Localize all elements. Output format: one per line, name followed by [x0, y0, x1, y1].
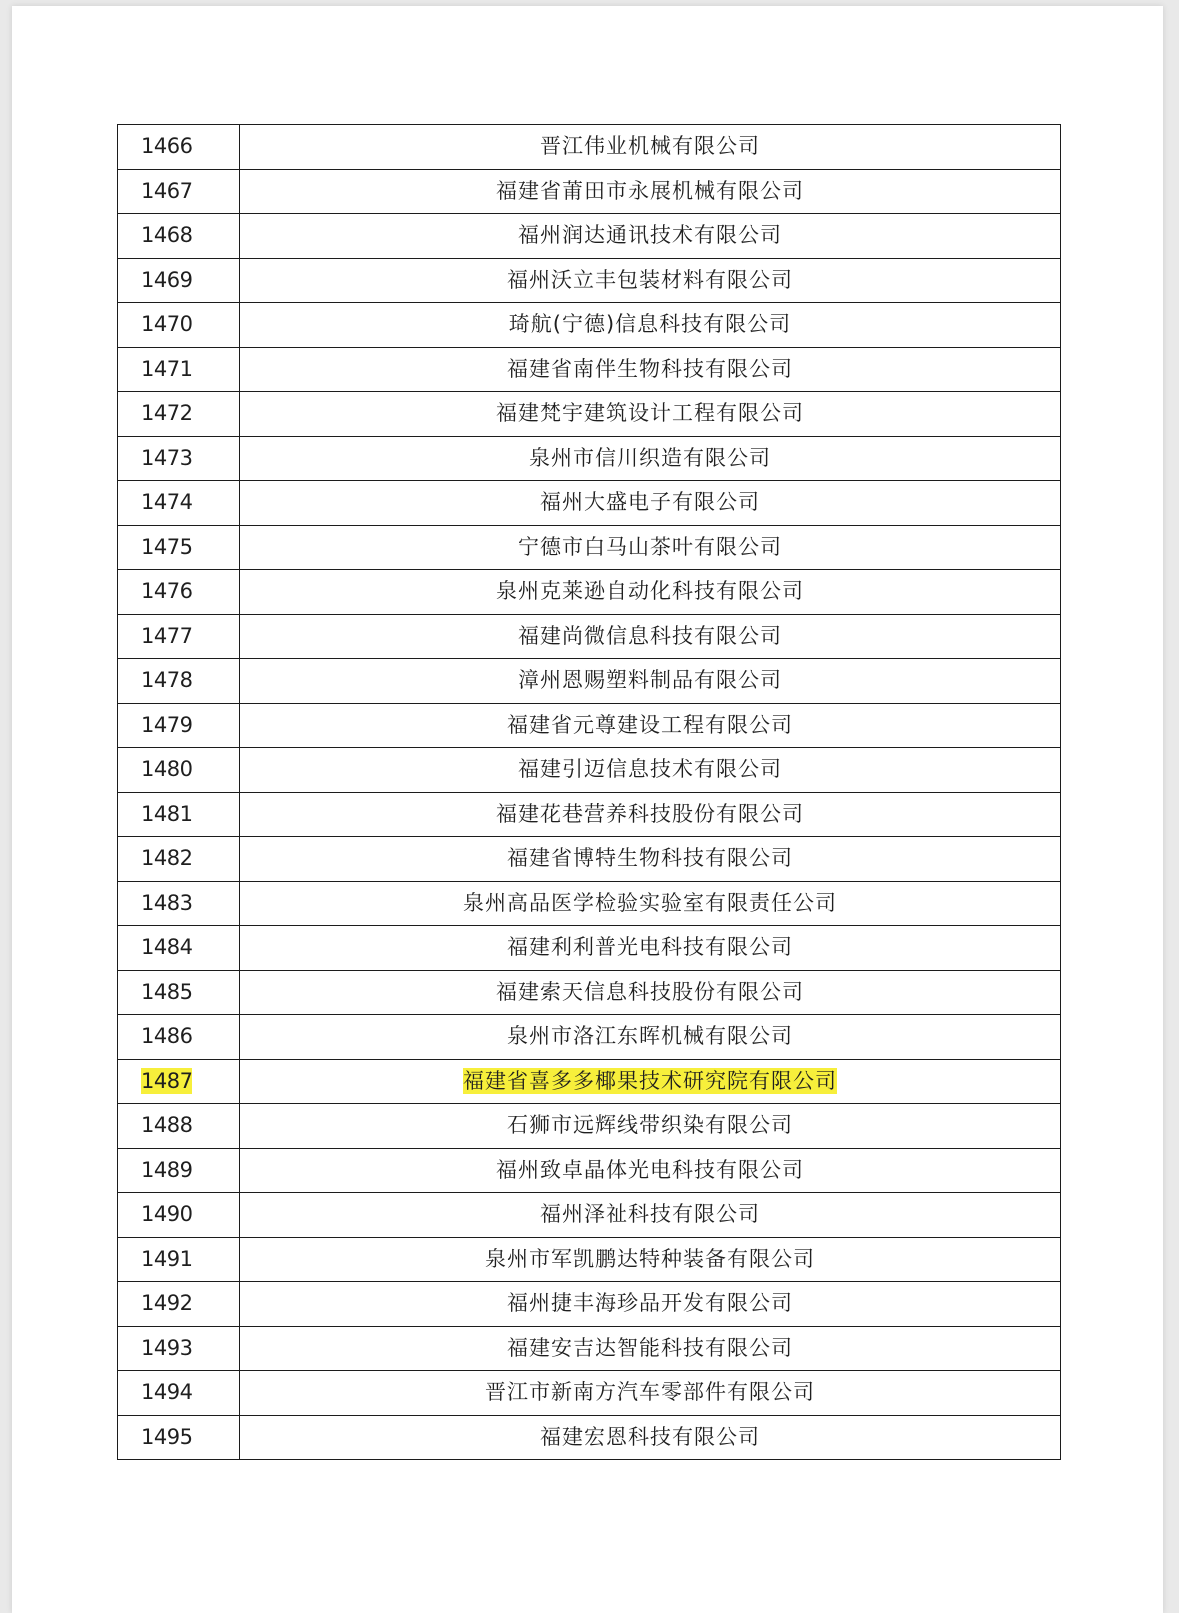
company-name-cell	[240, 792, 1061, 837]
row-number	[118, 1015, 240, 1060]
row-number	[118, 258, 240, 303]
company-name-cell	[240, 481, 1061, 526]
table-row	[118, 347, 1061, 392]
company-name: 福州润达通讯技术有限公司	[518, 223, 782, 248]
company-name-cell	[240, 1326, 1061, 1371]
company-name-cell	[240, 1237, 1061, 1282]
row-number-text: 1477	[141, 623, 193, 648]
table-row	[118, 125, 1061, 170]
table-row	[118, 303, 1061, 348]
company-name-cell	[240, 1148, 1061, 1193]
company-name: 福州泽祉科技有限公司	[540, 1202, 760, 1227]
row-number-text: 1486	[141, 1024, 193, 1049]
row-number-text: 1488	[141, 1113, 193, 1138]
company-name: 福建省博特生物科技有限公司	[507, 846, 793, 871]
table-row	[118, 1371, 1061, 1416]
document-page	[12, 6, 1163, 1613]
row-number	[118, 436, 240, 481]
company-name-cell	[240, 392, 1061, 437]
company-name-cell	[240, 703, 1061, 748]
row-number	[118, 837, 240, 882]
company-name: 福建宏恩科技有限公司	[540, 1424, 760, 1449]
row-number-text: 1482	[141, 846, 193, 871]
company-name: 福建花巷营养科技股份有限公司	[496, 801, 804, 826]
company-name-cell	[240, 436, 1061, 481]
table-row	[118, 1193, 1061, 1238]
company-name: 福州捷丰海珍品开发有限公司	[507, 1291, 793, 1316]
row-number	[118, 303, 240, 348]
row-number	[118, 570, 240, 615]
row-number-text: 1495	[141, 1424, 193, 1449]
row-number	[118, 792, 240, 837]
company-name-cell	[240, 169, 1061, 214]
row-number-text: 1466	[141, 134, 193, 159]
row-number-text: 1490	[141, 1202, 193, 1227]
table-row	[118, 881, 1061, 926]
table-row	[118, 1282, 1061, 1327]
row-number	[118, 970, 240, 1015]
table-row	[118, 659, 1061, 704]
table-row	[118, 436, 1061, 481]
row-number	[118, 1326, 240, 1371]
table-row	[118, 1104, 1061, 1149]
row-number	[118, 703, 240, 748]
row-number	[118, 481, 240, 526]
row-number	[118, 614, 240, 659]
row-number-text: 1492	[141, 1291, 193, 1316]
table-row	[118, 792, 1061, 837]
row-number-text: 1489	[141, 1157, 193, 1182]
company-name-cell	[240, 881, 1061, 926]
row-number-text: 1493	[141, 1335, 193, 1360]
company-name-cell	[240, 1371, 1061, 1416]
row-number	[118, 881, 240, 926]
company-name: 琦航(宁德)信息科技有限公司	[508, 312, 792, 337]
row-number-text: 1479	[141, 712, 193, 737]
row-number	[118, 748, 240, 793]
company-name-cell	[240, 1059, 1061, 1104]
row-number	[118, 926, 240, 971]
company-name: 福建安吉达智能科技有限公司	[507, 1335, 793, 1360]
table-row	[118, 926, 1061, 971]
company-name: 福州沃立丰包装材料有限公司	[507, 267, 793, 292]
row-number	[118, 125, 240, 170]
table-row	[118, 1415, 1061, 1460]
table-row	[118, 1148, 1061, 1193]
row-number	[118, 1148, 240, 1193]
table-row	[118, 703, 1061, 748]
company-name-cell	[240, 837, 1061, 882]
company-name: 泉州市洛江东晖机械有限公司	[507, 1024, 793, 1049]
company-name: 晋江伟业机械有限公司	[540, 134, 760, 159]
table-row	[118, 1059, 1061, 1104]
table-row	[118, 1237, 1061, 1282]
row-number-text: 1478	[141, 668, 193, 693]
row-number-text: 1473	[141, 445, 193, 470]
company-name-cell	[240, 1193, 1061, 1238]
table-row	[118, 481, 1061, 526]
company-name: 宁德市白马山茶叶有限公司	[518, 534, 782, 559]
company-name-cell	[240, 570, 1061, 615]
row-number	[118, 1237, 240, 1282]
row-number	[118, 1415, 240, 1460]
table-row	[118, 837, 1061, 882]
company-name: 福建梵宇建筑设计工程有限公司	[496, 401, 804, 426]
row-number-text: 1469	[141, 267, 193, 292]
company-name-cell	[240, 214, 1061, 259]
row-number-text: 1471	[141, 356, 193, 381]
row-number	[118, 169, 240, 214]
row-number-text: 1470	[141, 312, 193, 337]
table-row	[118, 570, 1061, 615]
row-number-text: 1491	[141, 1246, 193, 1271]
company-name-cell	[240, 1282, 1061, 1327]
company-name-cell	[240, 1415, 1061, 1460]
company-name: 福建尚微信息科技有限公司	[518, 623, 782, 648]
company-name-cell	[240, 303, 1061, 348]
row-number	[118, 659, 240, 704]
row-number-text: 1472	[141, 401, 193, 426]
row-number-text: 1494	[141, 1380, 193, 1405]
company-name: 福建省莆田市永展机械有限公司	[496, 178, 804, 203]
table-row	[118, 1326, 1061, 1371]
row-number	[118, 525, 240, 570]
company-name: 福州致卓晶体光电科技有限公司	[496, 1157, 804, 1182]
row-number	[118, 1193, 240, 1238]
row-number-text: 1480	[141, 757, 193, 782]
table-row	[118, 214, 1061, 259]
row-number-text: 1481	[141, 801, 193, 826]
company-name-cell	[240, 926, 1061, 971]
company-name: 晋江市新南方汽车零部件有限公司	[485, 1380, 815, 1405]
row-number-text: 1483	[141, 890, 193, 915]
company-name: 泉州高品医学检验实验室有限责任公司	[463, 890, 837, 915]
company-name-cell	[240, 614, 1061, 659]
row-number	[118, 1059, 240, 1104]
row-number-text: 1468	[141, 223, 193, 248]
company-name-cell	[240, 1104, 1061, 1149]
row-number-text: 1474	[141, 490, 193, 515]
row-number-text: 1476	[141, 579, 193, 604]
row-number	[118, 214, 240, 259]
table-row	[118, 1015, 1061, 1060]
company-name: 泉州市军凯鹏达特种装备有限公司	[485, 1246, 815, 1271]
company-name: 福建省元尊建设工程有限公司	[507, 712, 793, 737]
company-name: 福州大盛电子有限公司	[540, 490, 760, 515]
table-row	[118, 525, 1061, 570]
row-number-text: 1475	[141, 534, 193, 559]
company-name: 石狮市远辉线带织染有限公司	[507, 1113, 793, 1138]
table-row	[118, 258, 1061, 303]
company-name-cell	[240, 748, 1061, 793]
company-list-table	[117, 124, 1061, 1460]
company-name: 福建利利普光电科技有限公司	[507, 935, 793, 960]
company-name-cell	[240, 1015, 1061, 1060]
company-name-cell	[240, 258, 1061, 303]
row-number-text: 1485	[141, 979, 193, 1004]
table-body	[118, 125, 1061, 1460]
row-number-text: 1484	[141, 935, 193, 960]
table-row	[118, 392, 1061, 437]
company-name: 泉州克莱逊自动化科技有限公司	[496, 579, 804, 604]
row-number	[118, 1371, 240, 1416]
row-number	[118, 1282, 240, 1327]
company-name-cell	[240, 970, 1061, 1015]
row-number-text: 1487	[141, 1068, 193, 1093]
table-row	[118, 748, 1061, 793]
company-name: 福建引迈信息技术有限公司	[518, 757, 782, 782]
company-name-cell	[240, 347, 1061, 392]
company-name: 泉州市信川织造有限公司	[529, 445, 771, 470]
company-name-cell	[240, 125, 1061, 170]
table-row	[118, 970, 1061, 1015]
company-name: 福建省喜多多椰果技术研究院有限公司	[463, 1068, 837, 1093]
table-row	[118, 169, 1061, 214]
row-number-text: 1467	[141, 178, 193, 203]
company-name-cell	[240, 659, 1061, 704]
company-name: 福建省南伴生物科技有限公司	[507, 356, 793, 381]
company-name-cell	[240, 525, 1061, 570]
row-number	[118, 347, 240, 392]
company-name: 漳州恩赐塑料制品有限公司	[518, 668, 782, 693]
row-number	[118, 392, 240, 437]
company-name: 福建索天信息科技股份有限公司	[496, 979, 804, 1004]
row-number	[118, 1104, 240, 1149]
table-row	[118, 614, 1061, 659]
